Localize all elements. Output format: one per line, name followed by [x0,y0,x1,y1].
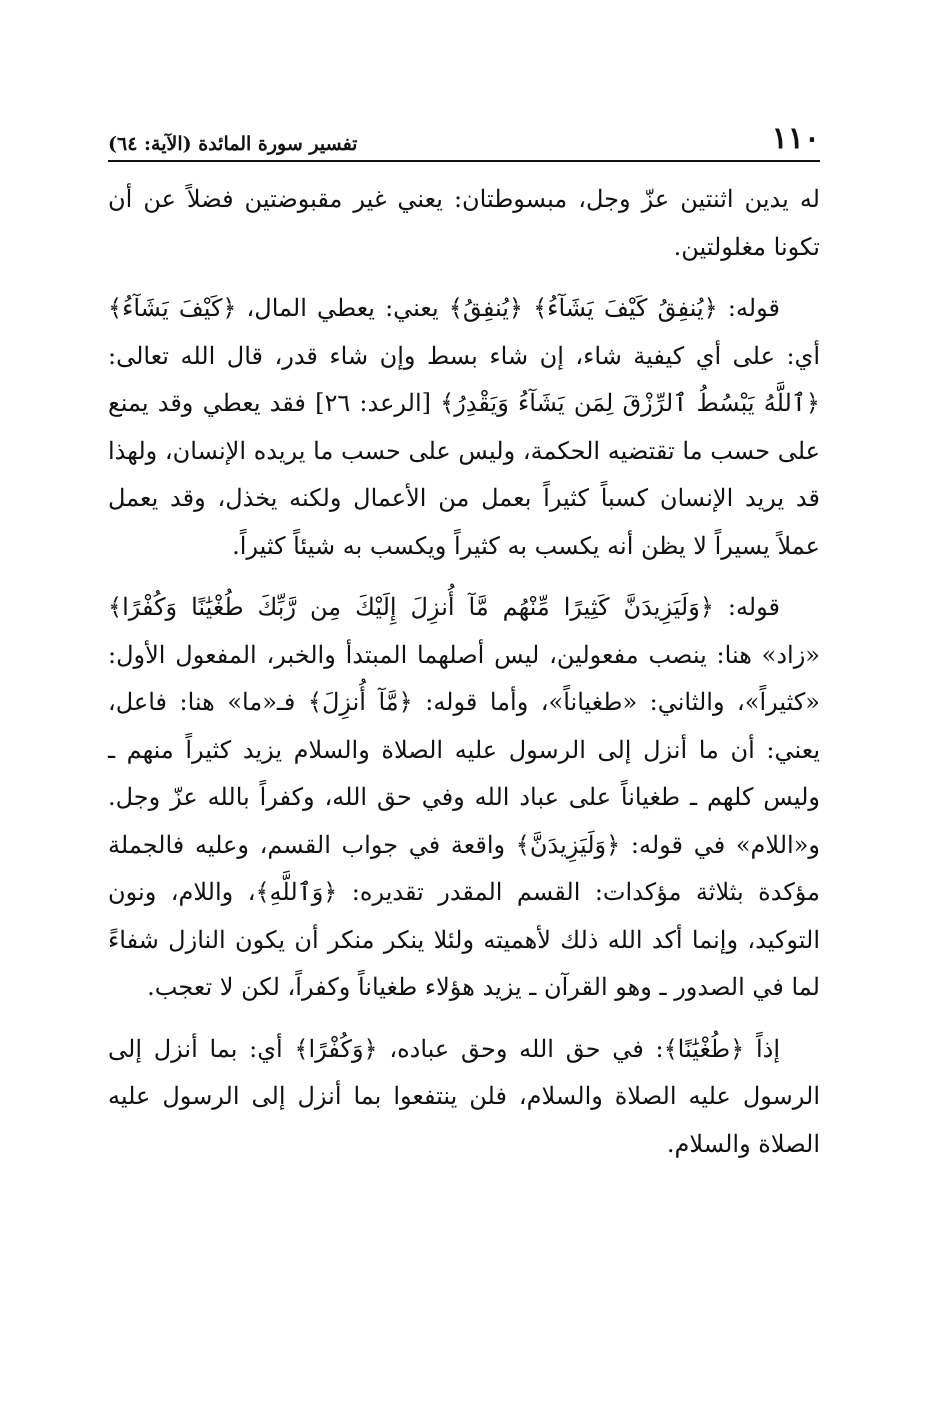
chapter-title: تفسير سورة المائدة (الآية: ٦٤) [108,133,358,155]
paragraph-1: له يدين اثنتين عزّ وجل، مبسوطتان: يعني غير مقبوضتين فضلاً عن أن تكونا مغلولتين. [108,185,820,261]
running-header [108,112,820,162]
paragraph-2: قوله: ﴿يُنفِقُ كَيْفَ يَشَآءُ﴾ ﴿يُنفِقُ﴾ يعني: يعطي المال، ﴿كَيْفَ يَشَآءُ﴾ أي: على أي كيفية شاء، إن شاء بسط وإن شاء قدر، قال الله تعالى: ﴿ٱللَّهُ يَبْسُطُ ٱلرِّزْقَ لِمَن يَشَآءُ وَيَقْدِرُ﴾ [الرعد: ٢٦] فقد يعطي وقد يمنع على حسب ما تقتضيه الحكمة، وليس على حسب ما يريده الإنسان، ولهذا قد يريد الإنسان كسباً كثيراً بعمل من الأعمال ولكنه يخذل، وقد يعمل عملاً يسيراً لا يظن أنه يكسب به كثيراً ويكسب به شيئاً كثيراً. [108,294,821,560]
page-number: ١١٠ [771,121,820,156]
body-text [108,176,820,1168]
paragraph-4: إذاً ﴿طُغْيَٰنًا﴾: في حق الله وحق عباده، ﴿وَكُفْرًا﴾ أي: بما أنزل إلى الرسول عليه الصلاة والسلام، فلن ينتفعوا بما أنزل إلى الرسول عليه الصلاة والسلام. [108,1034,820,1158]
paragraph-3: قوله: ﴿وَلَيَزِيدَنَّ كَثِيرًا مِّنْهُم مَّآ أُنزِلَ إِلَيْكَ مِن رَّبِّكَ طُغْيَٰنًا وَكُفْرًا﴾ «زاد» هنا: ينصب مفعولين، ليس أصلهما المبتدأ والخبر، المفعول الأول: «كثيراً»، والثاني: «طغياناً»، وأما قوله: ﴿مَّآ أُنزِلَ﴾ فـ«ما» هنا: فاعل، يعني: أن ما أنزل إلى الرسول عليه الصلاة والسلام يزيد كثيراً منهم ـ وليس كلهم ـ طغياناً على عباد الله وفي حق الله، وكفراً بالله عزّ وجل. و«اللام» في قوله: ﴿وَلَيَزِيدَنَّ﴾ واقعة في جواب القسم، وعليه فالجملة مؤكدة بثلاثة مؤكدات: القسم المقدر تقديره: ﴿وَٱللَّهِ﴾، واللام، ونون التوكيد، وإنما أكد الله ذلك لأهميته ولئلا ينكر منكر أن يكون النازل شفاءً لما في الصدور ـ وهو القرآن ـ يزيد هؤلاء طغياناً وكفراً، لكن لا تعجب. [108,593,821,1001]
